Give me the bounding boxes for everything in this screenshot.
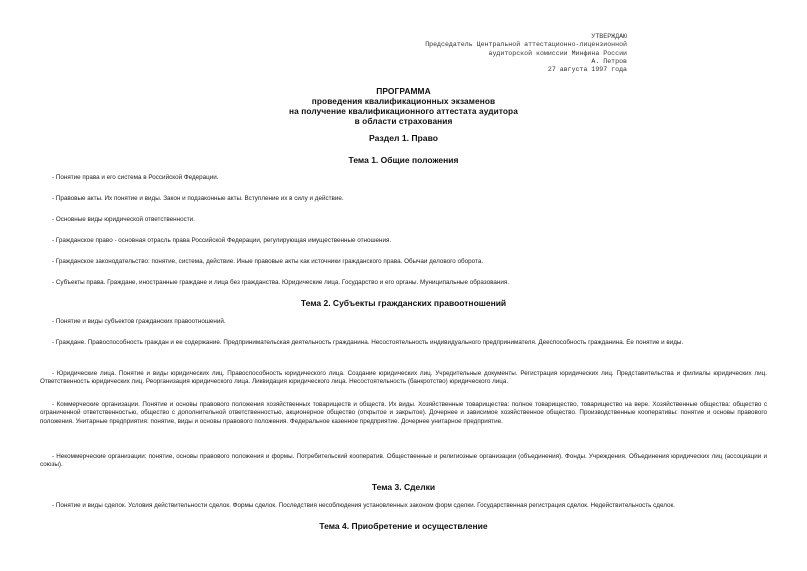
theme-2-item: - Юридические лица. Понятие и виды юридических лиц. Правоспособность юридического лица. Создание юридических лиц. Учредительные документы. Регистрация юридических лиц. Представительства и филиалы юридических лиц. Ответственность юридических лиц. Реорганизация юридического лица. Ликвидация юридического лица. Несостоятельность (банкротство) юридического лица. [40, 370, 767, 386]
theme-1-item: - Правовые акты. Их понятие и виды. Закон и подзаконные акты. Вступление их в силу и действие. [52, 195, 344, 202]
approval-line-5: 27 августа 1997 года [547, 66, 627, 74]
approval-line-1: УТВЕРЖДАЮ [591, 33, 627, 40]
theme-1-item: - Субъекты права. Граждане, иностранные граждане и лица без гражданства. Юридические лица. Государство и его органы. Муниципальные образования. [52, 279, 510, 286]
approval-block [425, 33, 627, 74]
program-title: ПРОГРАММА [376, 86, 431, 96]
section-title: Раздел 1. Право [368, 133, 439, 143]
approval-line-3: аудиторской комиссии Минфина России [488, 49, 627, 57]
theme-2-item: - Коммерческие организации. Понятие и основы правового положения хозяйственных товариществ и обществ. Их виды. Хозяйственные товарищества: полное товарищество, товарищество на вере. Хозяйственные общества: общество с ограниченной ответственностью, общество с дополнительной ответственностью, акционерное общество (открытое и закрытое). Дочернее и зависимое хозяйственное общество. Производственные кооперативы: понятие и основы правового положения. Унитарные предприятия: понятие, виды и основы правового положения. Федеральное казенное предприятие. Дочернее унитарное предприятие. [40, 401, 767, 425]
approval-line-4: А. Петров [591, 57, 627, 65]
theme-1-item: - Понятие права и его система в Российской Федерации. [52, 174, 219, 181]
theme-2-item: - Граждане. Правоспособность граждан и ее содержание. Предпринимательская деятельность гражданина. Несостоятельность индивидуального предпринимателя. Дееспособность гражданина. Ее понятие и виды. [52, 339, 684, 346]
theme-1-item: - Гражданское законодательство: понятие, система, действие. Иные правовые акты как источники гражданского права. Обычаи делового оборота. [52, 258, 484, 265]
theme-1-title: Тема 1. Общие положения [348, 155, 459, 165]
program-heading [40, 86, 767, 126]
program-subtitle-3: в области страхования [354, 116, 453, 126]
theme-2-title: Тема 2. Субъекты гражданских правоотношений [300, 298, 507, 308]
approval-line-2: Председатель Центральной аттестационно-лицензионной [425, 41, 627, 49]
program-subtitle-1: проведения квалификационных экзаменов [311, 96, 496, 106]
theme-1-item: - Основные виды юридической ответственности. [52, 216, 195, 223]
theme-3-title: Тема 3. Сделки [371, 482, 436, 492]
theme-2-item: - Некоммерческие организации: понятие, основы правового положения и формы. Потребительский кооператив. Общественные и религиозные организации (объединения). Фонды. Учреждения. Объединения юридических лиц (ассоциации и союзы). [40, 453, 767, 469]
theme-4-title: Тема 4. Приобретение и осуществление [319, 521, 488, 531]
program-subtitle-2: на получение квалификационного аттестата аудитора [289, 106, 518, 116]
theme-1-item: - Гражданское право - основная отрасль права Российской Федерации, регулирующая имущественные отношения. [52, 237, 392, 244]
theme-2-item: - Понятие и виды субъектов гражданских правоотношений. [52, 318, 226, 325]
theme-3-item: - Понятие и виды сделок. Условия действительности сделок. Формы сделок. Последствия несоблюдения установленных законом форм сделки. Государственная регистрация сделок. Недействительность сделок. [52, 502, 675, 509]
